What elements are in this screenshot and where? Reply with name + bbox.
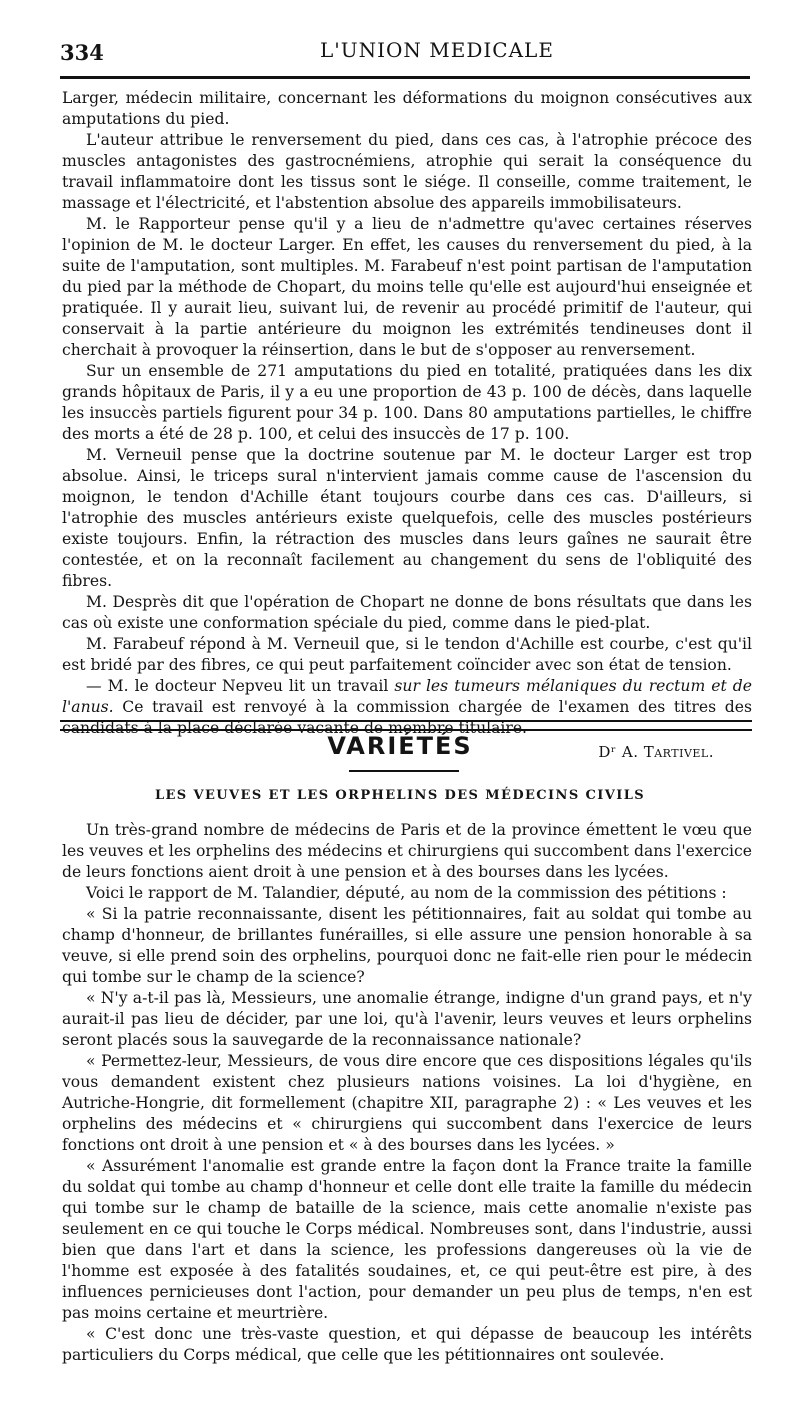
paragraph-text: — M. le docteur Nepveu lit un travail (86, 677, 395, 695)
paragraph: M. le Rapporteur pense qu'il y a lieu de n'admettre qu'avec certaines réserves l'opinion de M. le docteur Larger. En effet, les causes du renversement du pied, à la suite de l'amputation, sont multiples. M. Farabeuf n'est point partisan de l'amputation du pied par la méthode de Chopart, du moins telle qu'elle est aujourd'hui enseignée et pratiquée. Il y aurait lieu, suivant lui, de revenir au procédé primitif de l'auteur, qui conservait à la partie antérieure du moignon les extrémités tendineuses dont il cherchait à provoquer la réinsertion, dans le but de s'opposer au renversement. (62, 215, 752, 359)
paragraph: L'auteur attribue le renversement du pied, dans ces cas, à l'atrophie précoce des muscles antagonistes des gastrocnémiens, atrophie qui serait la conséquence du travail inflammatoire dont les tissus sont le siége. Il conseille, comme traitement, le massage et l'électricité, et l'abstention absolue des appareils immobilisateurs. (62, 131, 752, 212)
paragraph: M. Farabeuf répond à M. Verneuil que, si le tendon d'Achille est courbe, c'est qu'il est bridé par des fibres, ce qui peut parfaitement coïncider avec son état de tension. (62, 635, 752, 674)
title-underline (349, 770, 459, 772)
header-rule (60, 76, 750, 79)
paragraph: Voici le rapport de M. Talandier, député, au nom de la commission des pétitions : (86, 884, 727, 902)
paragraph-text: Ce travail est renvoyé à la commission chargée de l'examen des titres des candidats à la place déclarée vacante de membre titulaire. (62, 698, 752, 737)
section-divider (60, 720, 752, 731)
paragraph: Larger, médecin militaire, concernant les déformations du moignon consécutives aux amputations du pied. (62, 89, 752, 128)
article-title: LES VEUVES ET LES ORPHELINS DES MÉDECINS CIVILS (154, 788, 646, 803)
journal-title: L'UNION MEDICALE (320, 38, 554, 62)
page-number: 334 (60, 40, 104, 65)
page-header (60, 34, 750, 74)
paragraph: Un très-grand nombre de médecins de Paris et de la province émettent le vœu que les veuves et les orphelins des médecins et chirurgiens qui succombent dans l'exercice de leurs fonctions aient droit à une pension et à des bourses dans les lycées. (62, 821, 752, 881)
work-title: sur les tumeurs mélaniques du rectum et de l'anus. (62, 677, 752, 716)
section-title: VARIÉTÉS (327, 732, 473, 760)
paragraph: M. Verneuil pense que la doctrine soutenue par M. le docteur Larger est trop absolue. Ainsi, le triceps sural n'intervient jamais comme cause de l'ascension du moignon, le tendon d'Achille étant toujours courbe dans ces cas. D'ailleurs, si l'atrophie des muscles antérieurs existe quelquefois, celle des muscles postérieurs existe toujours. Enfin, la rétraction des muscles dans leurs gaînes ne saurait être contestée, et on la reconnaît facilement au changement du sens de l'obliquité des fibres. (62, 446, 752, 590)
society-report-column (62, 88, 752, 763)
paragraph: « Assurément l'anomalie est grande entre la façon dont la France traite la famille du soldat qui tombe au champ d'honneur et celle dont elle traite la famille du médecin qui tombe sur le champ de bataille de la science, mais cette anomalie n'existe pas seulement en ce qui touche le Corps médical. Nombreuses sont, dans l'industrie, aussi bien que dans l'art et dans la science, les professions dangereuses où la vie de l'homme est exposée à des fatalités soudaines, et, ce qui peut-être est pire, à des influences pernicieuses dont l'action, pour demander un peu plus de temps, n'en est pas moins certaine et meurtrière. (62, 1157, 752, 1322)
varietes-column (62, 820, 752, 1366)
paragraph: « Si la patrie reconnaissante, disent les pétitionnaires, fait au soldat qui tombe au champ d'honneur, de brillantes funérailles, si elle assure une pension honorable à sa veuve, si elle prend soin des orphelins, pourquoi donc ne fait-elle rien pour le médecin qui tombe sur le champ de la science? (62, 905, 752, 986)
paragraph: Sur un ensemble de 271 amputations du pied en totalité, pratiquées dans les dix grands hôpitaux de Paris, il y a eu une proportion de 43 p. 100 de décès, dans laquelle les insuccès partiels figurent pour 34 p. 100. Dans 80 amputations partielles, le chiffre des morts a été de 28 p. 100, et celui des insuccès de 17 p. 100. (62, 362, 752, 443)
paragraph: « C'est donc une très-vaste question, et qui dépasse de beaucoup les intérêts particuliers du Corps médical, que celle que les pétitionnaires ont soulevée. (62, 1325, 752, 1364)
author-signature: Dʳ A. Tartivel. (598, 743, 714, 761)
paragraph: M. Desprès dit que l'opération de Chopart ne donne de bons résultats que dans les cas où existe une conformation spéciale du pied, comme dans le pied-plat. (62, 593, 752, 632)
paragraph: « Permettez-leur, Messieurs, de vous dire encore que ces dispositions légales qu'ils vous demandent existent chez plusieurs nations voisines. La loi d'hygiène, en Autriche-Hongrie, dit formellement (chapitre XII, paragraphe 2) : « Les veuves et les orphelins des médecins et « chirurgiens qui succombent dans l'exercice de leurs fonctions ont droit à une pension et « à des bourses dans les lycées. » (62, 1052, 752, 1154)
paragraph: « N'y a-t-il pas là, Messieurs, une anomalie étrange, indigne d'un grand pays, et n'y aurait-il pas lieu de décider, par une loi, qu'à l'avenir, leurs veuves et leurs orphelins seront placés sous la sauvegarde de la reconnaissance nationale? (62, 989, 752, 1049)
